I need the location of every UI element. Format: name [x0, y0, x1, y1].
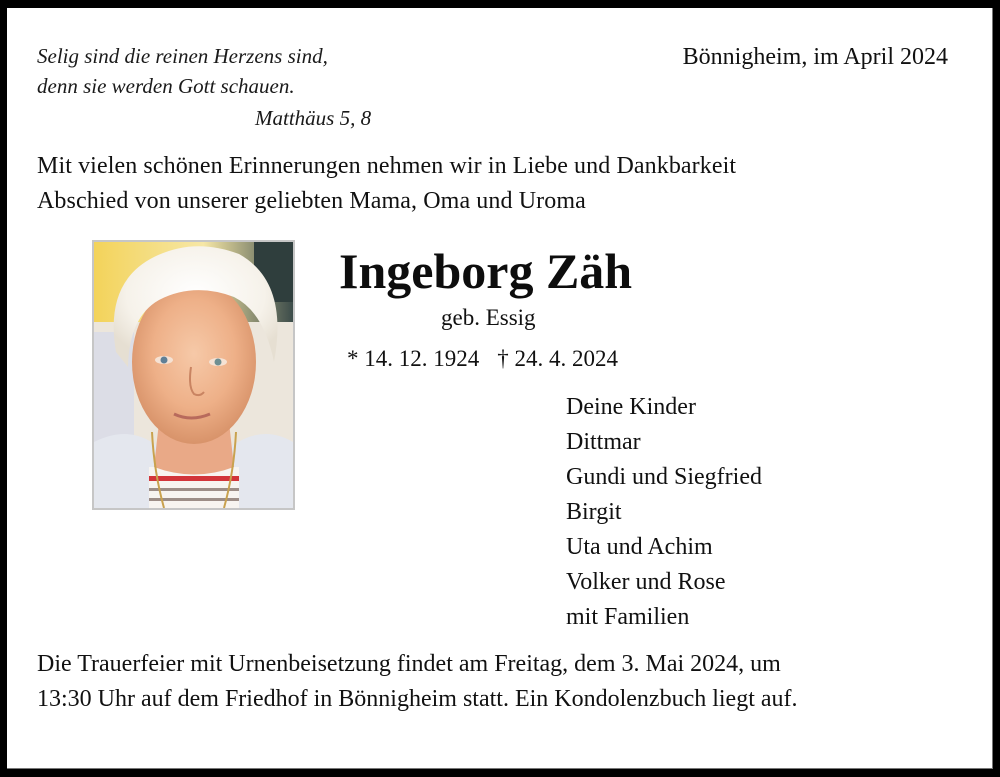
- place-and-date: Bönnigheim, im April 2024: [682, 44, 948, 70]
- obituary-notice: [7, 8, 993, 769]
- bible-verse-line-1: Selig sind die reinen Herzens sind,: [37, 44, 328, 68]
- mourner-line: Uta und Achim: [566, 534, 713, 560]
- life-dates: [347, 344, 618, 374]
- mourner-line: Volker und Rose: [566, 569, 726, 595]
- birth-date: * 14. 12. 1924: [347, 346, 480, 371]
- intro-line-1: Mit vielen schönen Erinnerungen nehmen wir in Liebe und Dankbarkeit: [37, 153, 737, 179]
- mourner-line: Dittmar: [566, 429, 641, 455]
- bible-verse-reference: Matthäus 5, 8: [255, 106, 372, 130]
- mourner-line: Gundi und Siegfried: [566, 464, 762, 490]
- death-date: † 24. 4. 2024: [497, 346, 618, 371]
- bible-verse-line-2: denn sie werden Gott schauen.: [37, 74, 295, 98]
- intro-line-2: Abschied von unserer geliebten Mama, Oma und Uroma: [37, 188, 586, 214]
- service-info-line-2: 13:30 Uhr auf dem Friedhof in Bönnigheim statt. Ein Kondolenzbuch liegt auf.: [37, 686, 798, 712]
- portrait-photo: [92, 240, 295, 510]
- mourner-line: Deine Kinder: [566, 394, 696, 420]
- mourners-list: [566, 390, 762, 635]
- service-info-line-1: Die Trauerfeier mit Urnenbeisetzung findet am Freitag, dem 3. Mai 2024, um: [37, 651, 781, 677]
- maiden-name: geb. Essig: [441, 305, 536, 330]
- mourner-line: Birgit: [566, 499, 622, 525]
- mourner-line: mit Familien: [566, 604, 690, 630]
- deceased-name: Ingeborg Zäh: [339, 243, 633, 299]
